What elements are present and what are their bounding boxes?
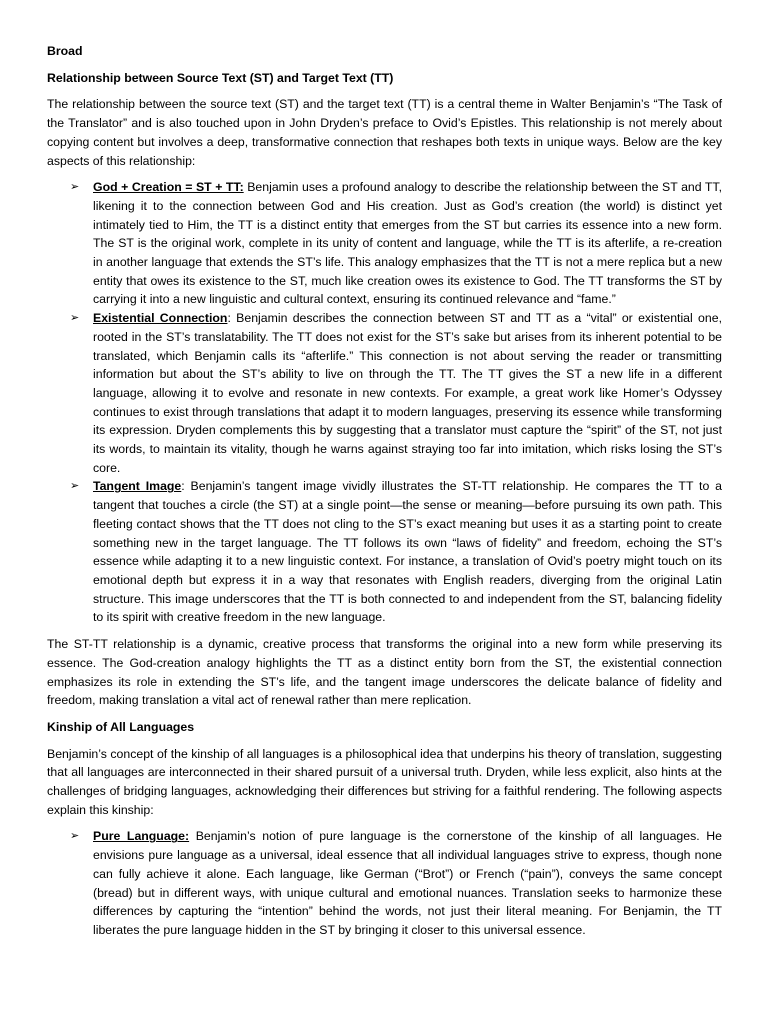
bullet-text: : Benjamin’s tangent image vividly illustrates the ST-TT relationship. He compares the TT to a tangent that touches a circle (the ST) at a single point—the sense or meaning—before pursuing its own path. This fleeting contact shows that the TT does not cling to the ST’s exact meaning but uses it as a starting point to create something new in the target language. The TT follows its own “laws of fidelity” and freedom, echoing the ST’s essence while adapting it to a new linguistic context. For instance, a translation of Ovid’s poetry might touch on its emotional depth but express it in a way that resonates with English readers, diverging from the original Latin structure. This image underscores that the TT is both connected to and independent from the ST, balancing fidelity to its spirit with creative freedom in the new language. xyxy=(93,479,722,625)
bullet-term: Pure Language: xyxy=(93,829,190,844)
list-item-god-creation xyxy=(47,178,722,309)
arrow-bullet-icon: ➢ xyxy=(70,180,80,194)
bullet-list-kinship xyxy=(47,827,722,939)
arrow-bullet-icon: ➢ xyxy=(70,311,80,325)
arrow-bullet-icon: ➢ xyxy=(70,479,80,493)
section-label: Broad xyxy=(47,44,83,58)
bullet-text: : Benjamin describes the connection between ST and TT as a “vital” or existential one, rooted in the ST’s translatability. The TT does not exist for the ST’s sake but arises from its inherent potential to be translated, which Benjamin calls its “afterlife.” This connection is not about serving the reader or transmitting information but about the ST’s ability to live on through the TT. The TT gives the ST a new life in a different language, allowing it to evolve and resonate in new contexts. For example, a great work like Homer’s Odyssey continues to exist through translations that adapt it to modern languages, preserving its essence while transforming its expression. Dryden complements this by suggesting that a translator must capture the “spirit” of the ST, not just its words, to maintain its vitality, though he warns against straying too far into imitation, which risks losing the ST’s core. xyxy=(93,311,722,475)
list-item-tangent-image xyxy=(47,477,722,627)
bullet-term: Tangent Image xyxy=(93,479,182,494)
arrow-bullet-icon: ➢ xyxy=(70,829,80,843)
list-item-pure-language xyxy=(47,827,722,939)
bullet-text: Benjamin uses a profound analogy to describe the relationship between the ST and TT, likening it to the connection between God and His creation. Just as God’s creation (the world) is distinct yet intimately tied to Him, the TT is a distinct entity that emerges from the ST but carries its essence into a new form. The ST is the original work, complete in its unity of content and language, while the TT is its afterlife, a re-creation in another language that extends the ST’s life. This analogy emphasizes that the TT is not a mere replica but a new entity that owes its existence to the ST, much like creation owes its existence to God. The TT transforms the ST by carrying it into a new linguistic and cultural context, ensuring its continued relevance and “fame.” xyxy=(93,180,722,307)
bullet-text: Benjamin’s notion of pure language is the cornerstone of the kinship of all languages. He envisions pure language as a universal, ideal essence that all individual languages strive to express, though none can fully achieve it alone. Each language, like German (“Brot”) or French (“pain”), conveys the same concept (bread) but in different ways, with unique cultural and emotional nuances. Translation seeks to harmonize these differences by capturing the “intention” behind the words, not just their literal meaning. For Benjamin, the TT liberates the pure language hidden in the ST by bringing it closer to this universal essence. xyxy=(93,829,722,937)
intro-paragraph-kinship: Benjamin’s concept of the kinship of all languages is a philosophical idea that underpins his theory of translation, suggesting that all languages are interconnected in their shared pursuit of a universal truth. Dryden, while less explicit, also hints at the challenges of bridging languages, acknowledging their differences but striving for a faithful rendering. The following aspects explain this kinship: xyxy=(47,746,722,817)
bullet-list-st-tt xyxy=(47,178,722,627)
intro-paragraph-st-tt: The relationship between the source text (ST) and the target text (TT) is a central theme in Walter Benjamin’s “The Task of the Translator” and is also touched upon in John Dryden’s preface to Ovid’s Epistles. This relationship is not merely about copying content but involves a deep, transformative connection that reshapes both texts in unique ways. Below are the key aspects of this relationship: xyxy=(47,97,722,168)
list-item-existential-connection xyxy=(47,309,722,477)
section-title-st-tt: Relationship between Source Text (ST) and Target Text (TT) xyxy=(47,70,394,85)
conclusion-paragraph-st-tt: The ST-TT relationship is a dynamic, creative process that transforms the original into a new form while preserving its essence. The God-creation analogy highlights the TT as a distinct entity born from the ST, the existential connection emphasizes its role in extending the ST’s life, and the tangent image underscores the delicate balance of fidelity and freedom, making translation a vital act of renewal rather than mere replication. xyxy=(47,637,722,708)
bullet-term: Existential Connection xyxy=(93,311,228,326)
section-title-kinship: Kinship of All Languages xyxy=(47,719,195,734)
bullet-term: God + Creation = ST + TT: xyxy=(93,180,244,195)
document-page xyxy=(47,42,722,948)
